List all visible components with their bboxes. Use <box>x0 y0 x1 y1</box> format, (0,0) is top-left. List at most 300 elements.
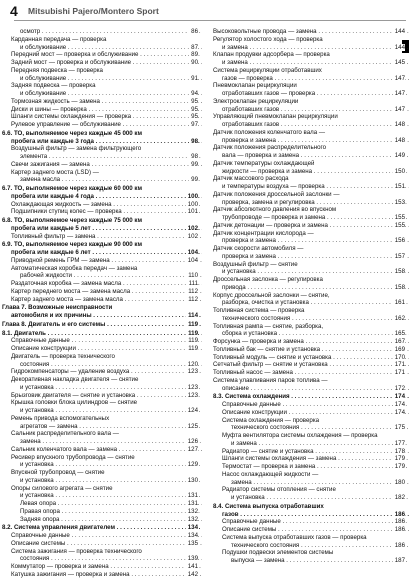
toc-page-number: 139 <box>187 555 198 563</box>
toc-entry-text: Диски и шины — проверка . . . <box>0 106 202 114</box>
toc-page-number: 151 <box>394 183 405 190</box>
toc-page-number: 100 <box>187 192 198 200</box>
toc-entry[interactable] <box>211 346 409 354</box>
toc-entry[interactable] <box>0 469 202 485</box>
toc-entry-text: Описание конструкции . . . <box>211 409 409 417</box>
toc-page-number: 186 <box>394 518 405 526</box>
toc-entry[interactable] <box>211 307 409 323</box>
toc-page-number: 177 <box>394 439 405 447</box>
toc-entry[interactable] <box>211 463 409 471</box>
toc-entry[interactable] <box>0 446 202 454</box>
toc-entry[interactable] <box>211 191 409 207</box>
toc-entry-text: элемента . . . <box>0 153 202 161</box>
toc-entry[interactable] <box>0 399 202 415</box>
toc-entry[interactable] <box>211 276 409 292</box>
toc-entry-text: Гидрокомпенсаторы — удаление воздуха . . . <box>0 368 202 376</box>
toc-page-number: 119 <box>188 337 198 345</box>
toc-entry[interactable] <box>0 82 202 98</box>
toc-entry-text: Глава 8. Двигатель и его системы . . . <box>0 321 202 329</box>
toc-entry[interactable] <box>211 175 409 191</box>
toc-entry-text: пробега или каждые 6 лет . . . <box>0 249 202 257</box>
toc-entry[interactable] <box>0 454 202 470</box>
toc-entry-text: Регулятор холостого хода — проверка <box>213 35 323 43</box>
toc-entry[interactable] <box>0 106 202 114</box>
toc-page-number: 94 <box>191 90 198 97</box>
toc-entry-text: и установка . . . <box>0 492 202 500</box>
toc-entry-text: Свечи зажигания — замена . . . <box>0 161 202 169</box>
toc-entry-text: Топливная система — проверка <box>213 307 305 314</box>
toc-entry[interactable] <box>211 526 409 534</box>
toc-page-number: 157 <box>394 252 405 260</box>
toc-entry-text: пробега или каждые 3 года . . . <box>0 138 202 146</box>
toc-page-number: 112 <box>188 287 198 295</box>
toc-entry[interactable] <box>211 36 409 52</box>
toc-entry[interactable] <box>0 36 202 52</box>
toc-entry-text: Радиатор системы отопления — снятие <box>222 486 336 494</box>
toc-page-number: 129 <box>187 461 198 469</box>
toc-entry-text: и установка . . . <box>0 407 202 415</box>
toc-entry-text: Датчик температуры охлаждающей <box>213 159 315 167</box>
toc-section-heading[interactable] <box>0 524 202 532</box>
toc-page-number: 134 <box>187 524 198 532</box>
toc-entry-text: и установка . . . <box>211 268 409 276</box>
toc-entry-text: Форсунка — проверка и замена . . . <box>211 338 409 346</box>
toc-page-number: 174 <box>394 393 405 401</box>
toc-entry[interactable] <box>0 296 202 304</box>
toc-page-number: 120 <box>187 360 198 368</box>
toc-entry-text: технического состояния . . . <box>211 315 409 323</box>
toc-entry-text: разборка, очистка и установка . . . <box>211 299 409 307</box>
toc-entry-text: Приводной ремень ГРМ — замена . . . <box>0 257 202 265</box>
toc-entry-text: Управляющий пневмоклапан рециркуляции <box>213 113 338 121</box>
toc-entry[interactable] <box>211 455 409 463</box>
toc-entry[interactable] <box>211 160 409 176</box>
toc-page-number: 111 <box>188 280 198 287</box>
page-number: 4 <box>10 3 18 19</box>
toc-page-number: 155 <box>394 221 405 229</box>
toc-entry-text: привода . . . <box>211 284 409 292</box>
toc-entry-text: Муфта вентилятора системы охлаждения — проверка <box>222 432 378 439</box>
toc-entry-text: Впускной трубопровод — снятие <box>11 469 105 476</box>
toc-page-number: 110 <box>188 272 198 280</box>
toc-page-number: 104 <box>187 249 198 256</box>
toc-page-number: 123 <box>187 383 198 391</box>
toc-entry-text: газов — проверка . . . <box>211 75 409 83</box>
toc-entry-text: Клапан продувки адсорбера — проверка <box>213 51 330 59</box>
toc-entry-text: Задняя опора . . . <box>0 516 202 524</box>
toc-page-number: 98 <box>191 137 198 145</box>
toc-entry-text: Насос охлаждающей жидкости — <box>222 470 319 478</box>
toc-entry-text: проверка и замена . . . <box>211 137 409 145</box>
toc-entry-text: пробега или каждые 4 года . . . <box>0 193 202 201</box>
toc-page-number: 91 <box>191 74 198 82</box>
toc-entry-text: газов . . . <box>211 511 409 519</box>
toc-page-number: 142 <box>187 570 198 578</box>
toc-entry-text: Тормозная жидкость — замена . . . <box>0 98 202 106</box>
toc-entry[interactable] <box>211 129 409 145</box>
toc-entry-text: Задняя подвеска — проверка <box>11 82 96 90</box>
toc-entry-text: и обслуживание . . . <box>0 90 202 98</box>
toc-page-number: 149 <box>394 152 405 159</box>
toc-page-number: 124 <box>187 407 198 414</box>
toc-entry-text: Датчик положения дроссельной заслонки — <box>213 190 340 198</box>
toc-page-number: 153 <box>394 198 405 206</box>
toc-entry-text: Система охлаждения — проверка <box>222 416 320 424</box>
toc-page-number: 99 <box>191 176 198 184</box>
toc-entry-text: Пневмоклапан рециркуляции <box>213 82 297 90</box>
toc-entry[interactable] <box>211 417 409 433</box>
toc-entry[interactable] <box>0 201 202 209</box>
toc-page-number: 186 <box>394 526 405 533</box>
toc-entry[interactable] <box>211 361 409 369</box>
toc-entry-text: замена масла . . . <box>0 176 202 184</box>
toc-entry-text: рабочей жидкости . . . <box>0 272 202 280</box>
toc-entry-text: 6.9. ТО, выполняемое через каждые 90 000 км <box>2 241 143 249</box>
toc-section-heading[interactable] <box>211 503 409 519</box>
toc-entry-text: Датчик абсолютного давления во впускном <box>213 206 337 214</box>
toc-entry[interactable] <box>211 518 409 526</box>
toc-entry[interactable] <box>211 67 409 83</box>
toc-entry[interactable] <box>211 549 409 565</box>
toc-page-number: 150 <box>394 167 405 175</box>
toc-page-number: 174 <box>394 401 405 408</box>
toc-entry-text: вала — проверка и замена . . . <box>211 152 409 160</box>
toc-entry-text: и обслуживание . . . <box>0 44 202 52</box>
toc-page-number: 114 <box>188 312 198 319</box>
toc-entry-text: Шланги системы охлаждения — замена . . . <box>211 455 409 463</box>
toc-entry[interactable] <box>0 516 202 524</box>
toc-entry[interactable] <box>211 486 409 502</box>
toc-page-number: 99 <box>191 160 198 168</box>
toc-entry-text: трубопроводе — проверка и замена . . . <box>211 214 409 222</box>
toc-entry[interactable] <box>0 485 202 501</box>
toc-entry[interactable] <box>0 257 202 265</box>
toc-entry[interactable] <box>211 338 409 346</box>
toc-entry-text: и обслуживание . . . <box>0 75 202 83</box>
toc-page-number: 172 <box>394 384 405 392</box>
toc-entry-text: Термостат — проверка и замена . . . <box>211 463 409 471</box>
toc-entry-text: Коммутатор — проверка и замена . . . <box>0 563 202 571</box>
toc-entry-text: Картер переднего моста — замена масла . . . <box>0 288 202 296</box>
toc-entry[interactable] <box>0 571 202 579</box>
toc-entry-text: Система улавливания паров топлива — <box>213 376 328 384</box>
toc-entry-text: Датчик скорости автомобиля — <box>213 245 304 252</box>
toc-entry-text: Раздаточная коробка — замена масла . . . <box>0 280 202 288</box>
running-title: Mitsubishi Pajero/Montero Sport <box>28 6 159 16</box>
toc-entry-text: Справочные данные . . . <box>0 337 202 345</box>
toc-entry-text: жидкости — проверка и замена . . . <box>211 168 409 176</box>
toc-page-number: 187 <box>394 557 405 564</box>
toc-entry-text: Воздушный фильтр — замена фильтрующего <box>11 145 142 153</box>
toc-entry-text: Подушки подвески элементов системы <box>222 549 334 557</box>
toc-entry[interactable] <box>211 354 409 362</box>
toc-page-number: 162 <box>394 314 405 322</box>
toc-entry-text: Датчик положения коленчатого вала — <box>213 128 325 136</box>
toc-entry-text: проверка и замена . . . <box>211 253 409 261</box>
toc-page-number: 141 <box>187 563 198 570</box>
toc-page-number: 144 <box>394 43 405 51</box>
toc-entry[interactable] <box>211 448 409 456</box>
toc-entry-text: Рулевое управление — обслуживание . . . <box>0 121 202 129</box>
toc-entry-text: технического состояния . . . <box>211 424 409 432</box>
toc-entry[interactable] <box>0 121 202 129</box>
toc-entry[interactable] <box>211 98 409 114</box>
toc-entry[interactable] <box>211 409 409 417</box>
toc-entry[interactable] <box>0 145 202 161</box>
toc-entry-text: замена . . . <box>211 479 409 487</box>
toc-entry-text: Система зажигания — проверка технического <box>11 547 142 555</box>
toc-entry-text: 6.6. ТО, выполняемое через каждые 45 000 км <box>2 129 143 137</box>
toc-page-number: 131 <box>187 500 198 507</box>
toc-entry-text: Сальник коленчатого вала — замена . . . <box>0 446 202 454</box>
toc-entry[interactable] <box>0 169 202 185</box>
toc-entry-text: и установка . . . <box>0 477 202 485</box>
toc-entry-text: Охлаждающая жидкость — замена . . . <box>0 201 202 209</box>
toc-page-number: 119 <box>188 329 198 337</box>
toc-entry[interactable] <box>0 392 202 400</box>
toc-entry-text: Датчик детонации — проверка и замена . . . <box>211 222 409 230</box>
toc-entry-text: Воздушный фильтр — снятие <box>213 260 298 268</box>
toc-section-heading[interactable] <box>0 241 202 257</box>
toc-entry[interactable] <box>0 368 202 376</box>
toc-entry-text: Датчик массового расхода <box>213 175 289 183</box>
toc-page-number: 182 <box>394 494 405 501</box>
toc-page-number: 134 <box>187 532 198 539</box>
toc-entry[interactable] <box>211 245 409 261</box>
toc-entry[interactable] <box>211 369 409 377</box>
toc-entry[interactable] <box>0 28 202 36</box>
toc-entry[interactable] <box>211 230 409 246</box>
toc-page-number: 145 <box>394 59 405 66</box>
toc-entry-text: и замена . . . <box>211 440 409 448</box>
toc-entry-text: Декоративная накладка двигателя — снятие <box>11 376 139 383</box>
toc-entry-text: 8.3. Система охлаждения . . . <box>211 393 409 401</box>
toc-section-heading[interactable] <box>0 185 202 201</box>
toc-entry[interactable] <box>211 82 409 98</box>
toc-entry-text: Глава 7. Возможные неисправности <box>2 304 113 312</box>
toc-entry-text: Ресивер впускного трубопровода — снятие <box>11 453 135 461</box>
toc-entry-text: Передний мост — проверка и обслуживание . . . <box>0 51 202 59</box>
toc-entry-text: Радиатор — снятие и установка . . . <box>211 448 409 456</box>
toc-section-heading[interactable] <box>0 130 202 146</box>
toc-entry[interactable] <box>211 113 409 129</box>
toc-page-number: 112 <box>188 295 198 303</box>
toc-section-heading[interactable] <box>211 393 409 401</box>
toc-entry[interactable] <box>0 233 202 241</box>
toc-entry-text: и установка . . . <box>211 494 409 502</box>
toc-page-number: 171 <box>394 369 405 376</box>
toc-entry-text: агрегатов — замена . . . <box>0 423 202 431</box>
toc-entry[interactable] <box>211 222 409 230</box>
toc-entry-text: Топливный насос — замена . . . <box>211 369 409 377</box>
toc-page-number: 179 <box>394 455 405 463</box>
toc-entry[interactable] <box>0 353 202 369</box>
toc-page-number: 179 <box>394 463 405 470</box>
toc-entry[interactable] <box>0 161 202 169</box>
toc-page-number: 167 <box>394 338 405 345</box>
header-rule <box>14 20 406 21</box>
toc-page-number: 135 <box>187 539 198 547</box>
toc-entry-text: автомобиля и их причины . . . <box>0 312 202 320</box>
toc-entry-text: Электроклапан рециркуляции <box>213 97 299 105</box>
toc-column-left <box>0 28 202 579</box>
toc-page-number: 119 <box>188 320 198 328</box>
toc-entry-text: Дроссельная заслонка — регулировка <box>213 276 323 283</box>
toc-entry-text: Сальник распределительного вала — <box>11 430 119 438</box>
toc-entry-text: Левая опора . . . <box>0 500 202 508</box>
toc-entry-text: Описание конструкции . . . <box>0 345 202 353</box>
toc-page-number: 169 <box>394 345 405 353</box>
toc-entry-text: 6.7. ТО, выполняемое через каждые 60 000 км <box>2 185 143 192</box>
toc-entry[interactable] <box>0 376 202 392</box>
toc-page-number: 89 <box>191 51 198 59</box>
toc-page-number: 148 <box>394 136 405 144</box>
toc-entry-text: Задний мост — проверка и обслуживание . . . <box>0 59 202 67</box>
toc-page-number: 148 <box>394 121 405 128</box>
toc-page-number: 147 <box>394 90 405 97</box>
toc-page-number: 165 <box>394 330 405 338</box>
toc-page-number: 158 <box>394 283 405 291</box>
toc-page-number: 155 <box>394 214 405 221</box>
toc-entry-text: 6.8. ТО, выполняемое через каждые 75 000 км <box>2 217 143 224</box>
toc-entry[interactable] <box>0 67 202 83</box>
toc-page-number: 90 <box>191 59 198 66</box>
toc-entry[interactable] <box>0 345 202 353</box>
toc-page-number: 127 <box>187 445 198 453</box>
toc-page-number: 95 <box>191 105 198 113</box>
toc-page-number: 178 <box>394 447 405 455</box>
toc-entry-text: Топливный бак — снятие и установка . . . <box>211 346 409 354</box>
toc-entry[interactable] <box>0 415 202 431</box>
toc-entry[interactable] <box>211 377 409 393</box>
toc-page-number: 123 <box>187 391 198 399</box>
toc-column-right <box>211 28 409 565</box>
toc-entry-text: состояния . . . <box>0 555 202 563</box>
toc-entry-text: Справочные данные . . . <box>211 518 409 526</box>
toc-entry-text: отработавших газов . . . <box>211 106 409 114</box>
toc-entry-text: Правая опора . . . <box>0 508 202 516</box>
toc-entry[interactable] <box>0 288 202 296</box>
toc-entry-text: Брызговик двигателя — снятие и установка . . . <box>0 392 202 400</box>
toc-entry-text: осмотр . . . <box>0 28 202 36</box>
toc-entry[interactable] <box>0 113 202 121</box>
toc-entry-text: 8.2. Система управления двигателем . . . <box>0 524 202 532</box>
toc-page-number: 100 <box>187 200 198 208</box>
toc-entry-text: состояния . . . <box>0 361 202 369</box>
toc-entry-text: Система выпуска отработавших газов — проверка <box>222 533 367 541</box>
toc-entry[interactable] <box>211 28 409 36</box>
toc-entry[interactable] <box>0 548 202 564</box>
toc-entry[interactable] <box>0 337 202 345</box>
toc-page-number: 144 <box>394 28 405 35</box>
toc-page-number: 186 <box>394 510 405 518</box>
toc-page-number: 186 <box>394 541 405 549</box>
toc-entry[interactable] <box>211 323 409 339</box>
toc-entry[interactable] <box>0 500 202 508</box>
toc-entry-text: Топливная рампа — снятие, разборка, <box>213 322 324 330</box>
toc-page-number: 158 <box>394 268 405 276</box>
toc-entry[interactable] <box>0 51 202 59</box>
toc-page-number: 101 <box>187 208 198 216</box>
toc-section-heading[interactable] <box>0 330 202 338</box>
toc-page-number: 126 <box>187 438 198 445</box>
toc-entry[interactable] <box>0 540 202 548</box>
toc-entry[interactable] <box>211 51 409 67</box>
toc-page-number: 95 <box>191 97 198 105</box>
toc-entry-text: Топливный фильтр — замена . . . <box>0 233 202 241</box>
toc-entry[interactable] <box>0 59 202 67</box>
toc-section-heading[interactable] <box>0 304 202 320</box>
toc-entry[interactable] <box>211 292 409 308</box>
toc-page-number: 132 <box>187 507 198 515</box>
toc-entry-text: Справочные данные . . . <box>211 401 409 409</box>
toc-entry-text: пробега или каждые 5 лет . . . <box>0 225 202 233</box>
toc-entry-text: Крышка головки блока цилиндров — снятие <box>11 399 138 407</box>
toc-page-number: 147 <box>394 74 405 82</box>
toc-entry-text: 8.1. Двигатель . . . <box>0 330 202 338</box>
toc-entry-text: выпуска — замена . . . <box>211 557 409 565</box>
toc-entry[interactable] <box>211 471 409 487</box>
toc-page-number: 171 <box>394 361 405 369</box>
toc-entry[interactable] <box>211 534 409 550</box>
toc-entry[interactable] <box>0 98 202 106</box>
toc-entry[interactable] <box>0 280 202 288</box>
toc-page-number: 119 <box>188 345 198 352</box>
toc-page-number: 97 <box>191 121 198 128</box>
toc-entry[interactable] <box>0 508 202 516</box>
toc-entry-text: технического состояния . . . <box>211 542 409 550</box>
toc-entry-text: Автоматическая коробка передач — замена <box>11 264 138 272</box>
toc-entry[interactable] <box>211 401 409 409</box>
toc-entry-text: Подшипники ступиц колес — проверка . . . <box>0 208 202 216</box>
toc-entry[interactable] <box>0 532 202 540</box>
toc-entry-text: отработавших газов — проверка . . . <box>211 90 409 98</box>
toc-entry[interactable] <box>0 430 202 446</box>
toc-entry-text: и установка . . . <box>0 384 202 392</box>
toc-page-number: 170 <box>394 353 405 361</box>
toc-entry[interactable] <box>211 432 409 448</box>
toc-entry[interactable] <box>211 144 409 160</box>
toc-entry[interactable] <box>0 265 202 281</box>
toc-entry-text: Датчик положения распределительного <box>213 144 327 152</box>
toc-page-number: 132 <box>187 515 198 523</box>
toc-page-number: 180 <box>394 478 405 486</box>
toc-page-number: 131 <box>187 492 198 500</box>
toc-entry-text: проверка и замена . . . <box>211 237 409 245</box>
toc-entry[interactable] <box>0 208 202 216</box>
toc-entry-text: Картер заднего моста — замена масла . . . <box>0 296 202 304</box>
toc-entry-text: сборка и установка . . . <box>211 330 409 338</box>
toc-entry-text: Корпус дроссельной заслонки — снятие, <box>213 291 330 299</box>
toc-entry[interactable] <box>211 261 409 277</box>
page-header <box>10 2 403 20</box>
toc-entry-text: Передняя подвеска — проверка <box>11 66 103 74</box>
toc-page-number: 175 <box>394 424 405 432</box>
toc-section-heading[interactable] <box>0 321 202 329</box>
toc-entry-text: Высоковольтные провода — замена . . . <box>211 28 409 36</box>
toc-entry-text: и температуры воздуха — проверка . . . <box>211 183 409 191</box>
toc-entry-text: проверка, замена и регулировка . . . <box>211 199 409 207</box>
toc-page-number: 125 <box>187 422 198 430</box>
toc-entry-text: Ремень привода вспомогательных <box>11 414 110 422</box>
toc-page-number: 123 <box>187 368 198 376</box>
toc-entry-text: Опоры силового агрегата — снятие <box>11 484 113 492</box>
toc-entry-text: Шланги системы охлаждения — проверка . . . <box>0 113 202 121</box>
toc-page-number: 95 <box>191 113 198 121</box>
toc-entry-text: Картер заднего моста (LSD) — <box>11 168 99 176</box>
toc-entry[interactable] <box>211 206 409 222</box>
toc-section-heading[interactable] <box>0 217 202 233</box>
